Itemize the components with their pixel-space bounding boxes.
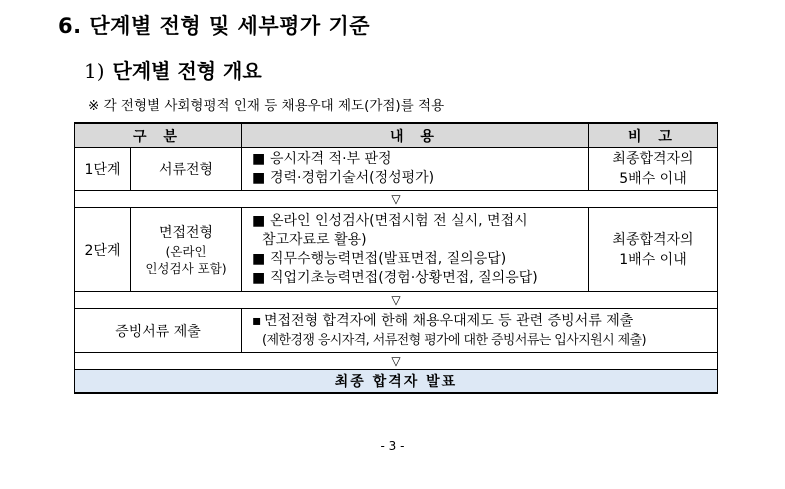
list-item-continuation: (제한경쟁 응시자격, 서류전형 평가에 대한 증빙서류는 입사지원시 제출) <box>262 332 646 348</box>
stage1-remark <box>589 148 718 191</box>
stage2-remark-line2: 1배수 이내 <box>619 251 687 268</box>
stage1-remark-line2: 5배수 이내 <box>619 171 687 187</box>
table-row-stage1 <box>75 148 718 191</box>
subsection-title: 단계별 전형 개요 <box>112 59 262 83</box>
stage2-remark-line1: 최종합격자의 <box>612 231 694 248</box>
stage2-item-1: 온라인 인성검사(면접시험 전 실시, 면접시 <box>270 212 528 229</box>
final-announcement: 최종 합격자 발표 <box>75 370 718 394</box>
bullet-square-icon: ■ <box>252 151 266 167</box>
arrow-row <box>75 191 718 208</box>
stage2-step: 2단계 <box>75 208 131 292</box>
list-item <box>252 212 584 231</box>
stage1-step: 1단계 <box>75 148 131 191</box>
bullet-square-icon: ■ <box>252 250 266 267</box>
header-remark: 비 고 <box>589 123 718 148</box>
bullet-square-icon: ■ <box>252 212 266 229</box>
section-heading: 6. 단계별 전형 및 세부평가 기준 <box>58 14 371 38</box>
arrow-row <box>75 292 718 309</box>
stage1-content <box>242 148 589 191</box>
stage2-name-cell <box>131 208 242 292</box>
bullet-square-icon: ■ <box>252 269 266 286</box>
docs-line-1: 면접전형 합격자에 한해 채용우대제도 등 관련 증빙서류 제출 <box>264 312 634 329</box>
stage2-remark <box>589 208 718 292</box>
list-item <box>252 169 584 188</box>
stage2-content <box>242 208 589 292</box>
table-row-final <box>75 370 718 394</box>
docs-content <box>242 309 718 353</box>
table-row-stage2 <box>75 208 718 292</box>
stage1-item-2: 경력·경험기술서(정성평가) <box>270 170 435 186</box>
list-item <box>252 269 584 288</box>
table-row-docs <box>75 309 718 353</box>
header-content: 내 용 <box>242 123 589 148</box>
down-triangle-icon: ▽ <box>75 353 718 370</box>
note-text: ※ 각 전형별 사회형평적 인재 등 채용우대 제도(가점)를 적용 <box>88 98 445 114</box>
list-item <box>252 150 584 169</box>
stage2-name-sub2: 인성검사 포함) <box>145 260 227 276</box>
stage1-name: 서류전형 <box>131 148 242 191</box>
page-number: - 3 - <box>380 439 405 453</box>
stage1-item-1: 응시자격 적·부 판정 <box>270 151 392 167</box>
subsection-number: 1) <box>84 59 105 83</box>
header-category: 구 분 <box>75 123 242 148</box>
stage2-name: 면접전형 <box>158 224 214 241</box>
bullet-square-icon: ■ <box>252 170 266 186</box>
subsection-heading <box>84 55 262 84</box>
down-triangle-icon: ▽ <box>75 292 718 309</box>
stage2-item-2: 직무수행능력면접(발표면접, 질의응답) <box>270 250 507 267</box>
bullet-small-square-icon: ▪ <box>252 312 262 329</box>
list-item <box>252 250 584 269</box>
stage1-remark-line1: 최종합격자의 <box>612 151 694 167</box>
stage2-name-sub1: (온라인 <box>165 243 207 259</box>
table-header-row <box>75 123 718 148</box>
arrow-row <box>75 353 718 370</box>
down-triangle-icon: ▽ <box>75 191 718 208</box>
stage-table <box>74 122 718 394</box>
list-item <box>252 312 713 331</box>
docs-name: 증빙서류 제출 <box>75 309 242 353</box>
list-item-continuation: 참고자료로 활용) <box>262 231 367 248</box>
stage2-item-3: 직업기초능력면접(경험·상황면접, 질의응답) <box>270 269 538 286</box>
